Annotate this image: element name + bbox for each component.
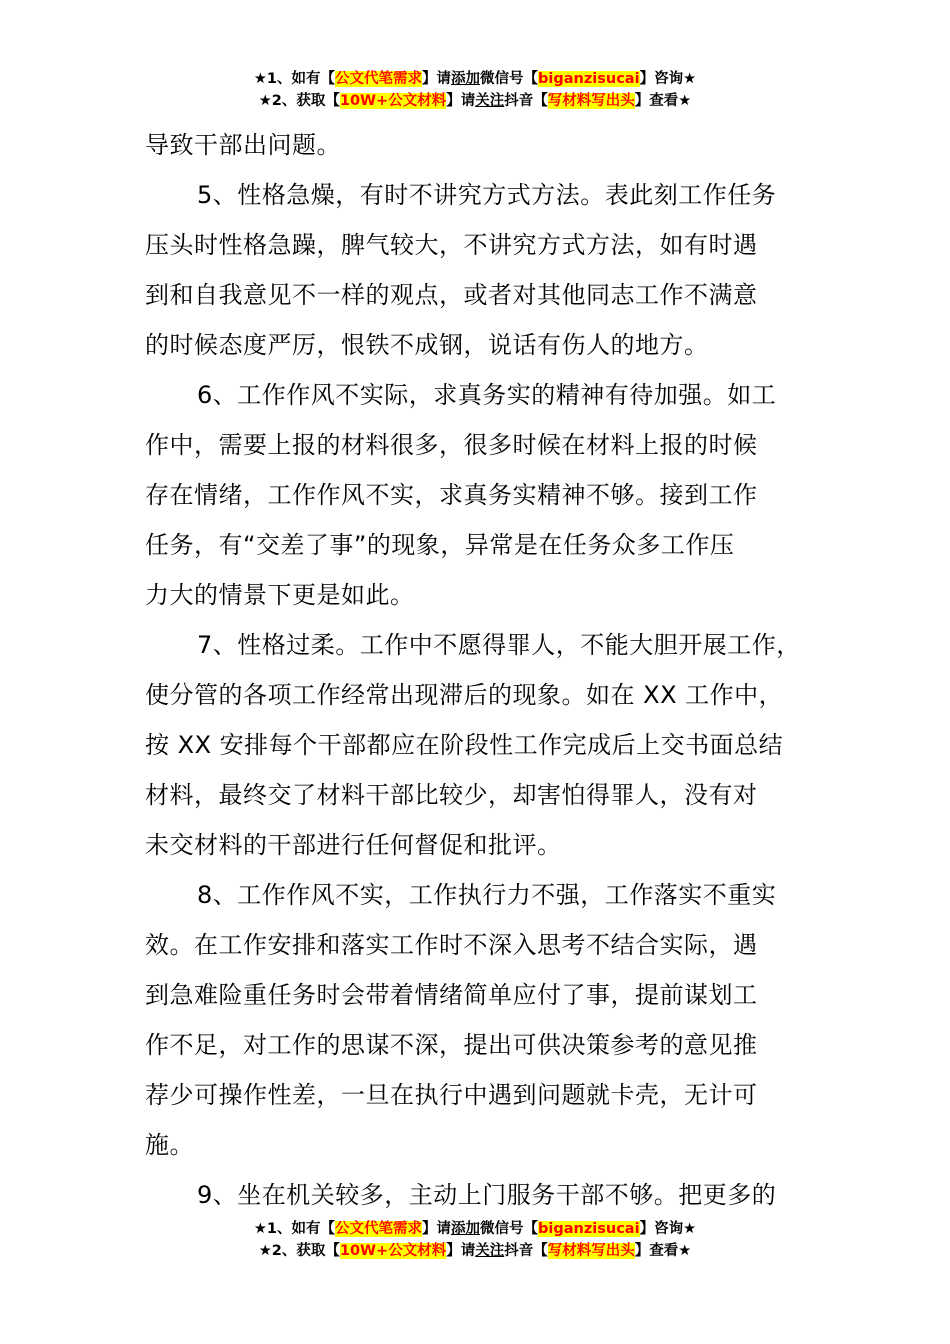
footer-banner [0, 1218, 950, 1262]
banner-text: 】查看★ [634, 93, 692, 109]
paragraph-8 [145, 870, 813, 1170]
text-line: 5、性格急燥，有时不讲究方式方法。表此刻工作任务 [197, 181, 777, 209]
banner-line-1 [0, 1218, 950, 1240]
banner-line-1 [0, 68, 950, 90]
text-line: 任务，有“交差了事”的现象，异常是在任务众多工作压 [145, 531, 735, 559]
text-line: 作不足，对工作的思谋不深，提出可供决策参考的意见推 [145, 1031, 758, 1059]
banner-text: 】请 [422, 1221, 452, 1237]
banner-text: ★1、如有【 [253, 71, 336, 87]
document-body [145, 120, 813, 1220]
text-line: 未交材料的干部进行任何督促和批评。 [145, 831, 562, 859]
text-line: 到和自我意见不一样的观点，或者对其他同志工作不满意 [145, 281, 758, 309]
banner-underline: 添加 [451, 71, 481, 87]
text-line: 施。 [145, 1131, 194, 1159]
text-line: 使分管的各项工作经常出现滞后的现象。如在 XX 工作中， [145, 681, 784, 709]
banner-text: 】请 [422, 71, 452, 87]
banner-highlight: biganzisucai [538, 71, 640, 87]
banner-text: 微信号【 [480, 1221, 539, 1237]
banner-underline: 关注 [475, 93, 505, 109]
text-line: 效。在工作安排和落实工作时不深入思考不结合实际，遇 [145, 931, 758, 959]
text-line: 8、工作作风不实，工作执行力不强，工作落实不重实 [197, 881, 777, 909]
paragraph-5 [145, 170, 813, 370]
text-line: 荐少可操作性差，一旦在执行中遇到问题就卡壳，无计可 [145, 1081, 758, 1109]
paragraph-0 [145, 120, 813, 170]
text-line: 7、性格过柔。工作中不愿得罪人，不能大胆开展工作， [197, 631, 801, 659]
text-line: 的时候态度严厉，恨铁不成钢，说话有伤人的地方。 [145, 331, 709, 359]
banner-line-2 [0, 1240, 950, 1262]
banner-highlight: 写材料写出头 [547, 93, 635, 109]
banner-text: ★1、如有【 [253, 1221, 336, 1237]
text-line: 压头时性格急躁，脾气较大，不讲究方式方法，如有时遇 [145, 231, 758, 259]
text-line: 力大的情景下更是如此。 [145, 581, 415, 609]
banner-highlight: 公文代笔需求 [335, 1221, 423, 1237]
banner-text: 】咨询★ [639, 71, 697, 87]
paragraph-7 [145, 620, 813, 870]
banner-text: 】咨询★ [639, 1221, 697, 1237]
text-line: 导致干部出问题。 [145, 131, 341, 159]
banner-highlight: 10W+公文材料 [339, 93, 447, 109]
text-line: 9、坐在机关较多，主动上门服务干部不够。把更多的 [197, 1181, 777, 1209]
banner-underline: 关注 [475, 1243, 505, 1259]
banner-text: 微信号【 [480, 71, 539, 87]
banner-line-2 [0, 90, 950, 112]
text-line: 6、工作作风不实际，求真务实的精神有待加强。如工 [197, 381, 777, 409]
banner-text: 】请 [446, 93, 476, 109]
banner-text: 】请 [446, 1243, 476, 1259]
banner-underline: 添加 [451, 1221, 481, 1237]
banner-text: 抖音【 [504, 93, 548, 109]
paragraph-6 [145, 370, 813, 620]
text-line: 作中，需要上报的材料很多，很多时候在材料上报的时候 [145, 431, 758, 459]
banner-text: 抖音【 [504, 1243, 548, 1259]
paragraph-9 [145, 1170, 813, 1220]
text-line: 材料，最终交了材料干部比较少，却害怕得罪人，没有对 [145, 781, 758, 809]
banner-text: ★2、获取【 [258, 1243, 340, 1259]
header-banner [0, 68, 950, 112]
banner-highlight: 写材料写出头 [547, 1243, 635, 1259]
banner-highlight: 10W+公文材料 [339, 1243, 447, 1259]
banner-highlight: 公文代笔需求 [335, 71, 423, 87]
text-line: 按 XX 安排每个干部都应在阶段性工作完成后上交书面总结 [145, 731, 784, 759]
text-line: 存在情绪，工作作风不实，求真务实精神不够。接到工作 [145, 481, 758, 509]
banner-text: 】查看★ [634, 1243, 692, 1259]
text-line: 到急难险重任务时会带着情绪简单应付了事，提前谋划工 [145, 981, 758, 1009]
banner-text: ★2、获取【 [258, 93, 340, 109]
banner-highlight: biganzisucai [538, 1221, 640, 1237]
